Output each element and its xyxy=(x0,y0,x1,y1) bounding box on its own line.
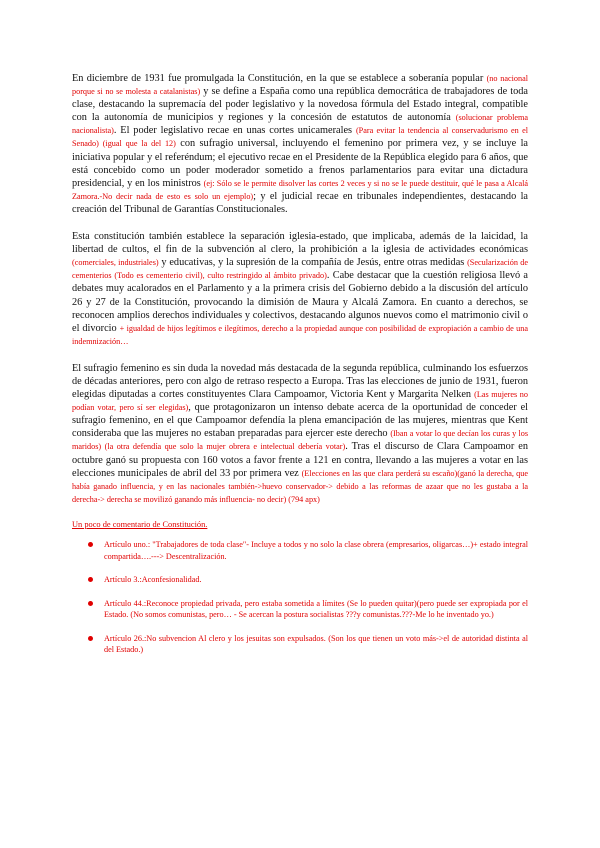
list-item xyxy=(72,633,528,656)
section-heading: Un poco de comentario de Constitución. xyxy=(72,519,208,529)
text-span: El sufragio femenino es sin duda la novedad más destacada de la segunda república, culminando los esfuerzos de décadas anteriores, pero con algo de retraso respecto a Europa. Tras las elecciones de junio de 1931, fueron elegidas diputadas a cortes constituyentes Clara Campoamor, Victoria Kent y Margarita Nelken xyxy=(72,362,528,401)
list-item-text: Artículo 44.:Reconoce propiedad privada, pero estaba sometida a límites (Se lo pueden quitar)(pero puede ser expropiada por el Estado. (No somos comunistas, pero… - Se acercan la postura socialistas ???y comunistas.???-Me lo he inventado yo.) xyxy=(104,598,528,620)
text-span: Esta constitución también establece la separación iglesia-estado, que implicaba, además de la laicidad, la libertad de cultos, el fin de la subvención al clero, la prohibición a la iglesia de actividades económicas xyxy=(72,231,528,256)
bullet-icon xyxy=(88,542,93,547)
text-span: con sufragio universal, incluyendo el femenino por primera vez, y se incluye la iniciativa popular y el referéndum; el ejecutivo recae en el Presidente de la República elegido para 6 años, que está concebido como un poder moderador sometido a frenos parlamentarios para evitar una dictadura presidencial, y en los ministros xyxy=(72,138,529,189)
text-span: , que protagonizaron un intenso debate acerca de la oportunidad de conceder el sufragio femenino, en el que Campoamor defendía la plena emancipación de las mujeres, mientras que Kent consideraba que las mujeres no estaban preparadas para ejercer este derecho xyxy=(72,402,528,440)
annotation-span: + igualdad de hijos legítimos e ilegítimos, derecho a la propiedad aunque con posibilidad de expropiación a cambio de una indemnización… xyxy=(72,323,528,346)
bullet-icon xyxy=(88,601,93,606)
paragraph-church-state xyxy=(72,230,528,348)
annotation-span: (Secularización de cementerios (Todo es cementerio civil), culto restringido al ámbito privado) xyxy=(72,258,528,281)
list-item xyxy=(72,539,528,562)
bullet-icon xyxy=(88,577,93,582)
annotation-span: (Las mujeres no podían votar, pero sí ser elegidas) xyxy=(72,390,528,413)
text-span: En diciembre de 1931 fue promulgada la Constitución, en la que se establece a soberanía popular xyxy=(72,73,487,84)
text-span: . El poder legislativo recae en unas cortes unicamerales xyxy=(113,125,356,137)
annotation-span: (Para evitar la tendencia al conservadurismo en el Senado) (igual que la del 12) xyxy=(72,126,528,149)
text-span: . Tras el discurso de Clara Campoamor en octubre ganó su propuesta con 160 votos a favor frente a 121 en contra, llevando a las mujeres a votar en las elecciones municipales de abril del 33 por primera vez xyxy=(72,441,528,479)
annotation-span: (Iban a votar lo que decían los curas y los maridos) (la otra defendía que solo la mujer obrera e intelectual debería votar) xyxy=(72,429,529,452)
bullet-icon xyxy=(88,636,93,641)
article-list xyxy=(72,539,528,656)
annotation-span: (no nacional porque si no se molesta a catalanistas) xyxy=(72,74,528,97)
paragraph-female-suffrage xyxy=(72,362,528,506)
text-span: y educativas, y la supresión de la compañía de Jesús, entre otras medidas xyxy=(158,257,468,269)
text-span: ; y el judicial recae en tribunales independientes, destacando la creación del Tribunal de Garantías Constitucionales. xyxy=(72,190,528,215)
text-span: y se define a España como una república democrática de trabajadores de toda clase, destacando la supremacía del poder legislativo y la novedosa fórmula del Estado integral, compatible con la autonomía de municipios y regiones y la concesión de estatutos de autonomía xyxy=(72,86,528,124)
text-span: . Cabe destacar que la cuestión religiosa llevó a debates muy acalorados en el Parlamento y a la primera crisis del Gobierno debido a la discusión del artículo 26 y 27 de la Constitución, provocando la dimisión de Maura y Alcalá Zamora. En cuanto a derechos, se reconocen amplios derechos individuales y colectivos, destacando algunos nuevos como el matrimonio civil o el divorcio xyxy=(72,270,529,334)
list-item-text: Artículo 3.:Aconfesionalidad. xyxy=(104,575,202,585)
list-item xyxy=(72,598,528,621)
annotation-span: (comerciales, industriales) xyxy=(72,258,159,268)
paragraph-constitution xyxy=(72,72,528,216)
list-item xyxy=(72,574,528,586)
list-item-text: Artículo uno.: "Trabajadores de toda clase"- Incluye a todos y no solo la clase obrera (empresarios, oligarcas…)+ estado integral compartida….---> Descentralización. xyxy=(104,539,528,561)
annotation-span: (ej: Sólo se le permite disolver las cortes 2 veces y si no se le puede destituir, qué le pasa a Alcalá Zamora.-No decir nada de esto es solo un ejemplo) xyxy=(72,178,528,201)
annotation-span: (Elecciones en las que clara perderá su escaño)(ganó la derecha, que había ganado influencia, y en las nacionales también->huevo conservador-> debido a las reformas de azaar que no les gustaba a la derecha-> derecha se movilizó ganando más influencia- no decir) (794 apx) xyxy=(72,468,528,504)
annotation-span: (solucionar problema nacionalista) xyxy=(72,113,528,136)
list-item-text: Artículo 26.:No subvencion Al clero y los jesuitas son expulsados. (Son los que tienen un voto más->el de autoridad distinta al del Estado.) xyxy=(104,633,528,655)
